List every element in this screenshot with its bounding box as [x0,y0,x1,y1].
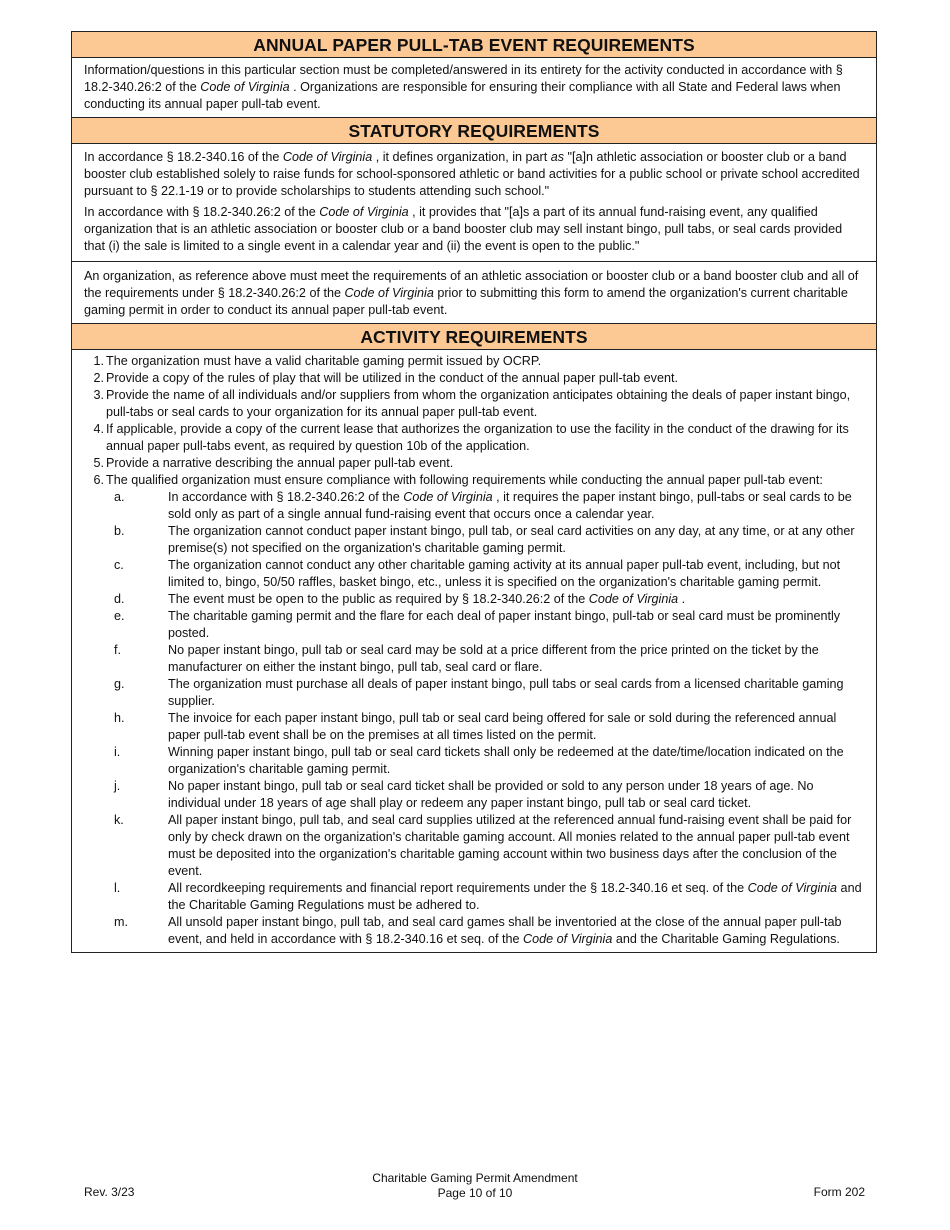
requirement-subitem [82,744,868,778]
subitem-letter: h. [114,711,125,725]
text-run: In accordance with § 18.2-340.26:2 of the [84,205,320,219]
text-run: No paper instant bingo, pull tab or seal card may be sold at a price different from the price printed on the ticket by the manufacturer on either the instant bingo, pull tab, seal card or flare. [168,643,819,674]
footer-center [0,1171,950,1201]
subitem-text [158,591,868,608]
activity-items [82,353,868,489]
subitem-text [158,557,868,591]
form-title: Charitable Gaming Permit Amendment [372,1171,578,1185]
intro-paragraph [72,58,876,117]
revision-label: Rev. 3/23 [84,1185,135,1199]
activity-item [82,370,868,387]
item-number: 6. [93,473,104,487]
item-text [104,472,868,489]
item-number: 4. [93,422,104,436]
text-run: Winning paper instant bingo, pull tab or seal card tickets shall only be redeemed at the date/time/location indicated on the organization's charitable gaming permit. [168,745,844,776]
text-run: The charitable gaming permit and the flare for each deal of paper instant bingo, pull-tab or seal card must be prominently posted. [168,609,841,640]
subitem-text [158,523,868,557]
text-run: Provide a narrative describing the annual paper pull-tab event. [106,456,454,470]
requirement-subitem [82,642,868,676]
text-run: Provide a copy of the rules of play that will be utilized in the conduct of the annual paper pull-tab event. [106,371,678,385]
code-reference: Code of Virginia [344,286,434,300]
activity-item [82,353,868,370]
activity-item [82,455,868,472]
code-reference: Code of Virginia [588,592,679,606]
subitem-letter: l. [114,881,121,895]
requirement-subitem [82,489,868,523]
code-reference: Code of Virginia [319,205,409,219]
text-run: In accordance § 18.2-340.16 of the [84,150,283,164]
item-number: 3. [93,388,104,402]
subitem-text [158,812,868,880]
text-run: . Organizations are responsible for ensuring their compliance with all State and Federal laws when conducting its annual paper pull-tab event. [84,80,841,111]
text-run: . [678,592,686,606]
subitem-letter: g. [114,677,125,691]
subitem-text [158,489,868,523]
page-number: Page 10 of 10 [437,1186,513,1200]
subitem-letter: b. [114,524,125,538]
requirement-subitem [82,812,868,880]
item-text [104,421,868,455]
subitem-letter: k. [114,813,124,827]
requirement-subitem [82,778,868,812]
subitem-letter: j. [114,779,121,793]
intro-section [72,58,876,118]
text-run: If applicable, provide a copy of the current lease that authorizes the organization to use the facility in the conduct of the drawing for its annual paper pull-tabs event, as required by question 10b of the application. [106,422,849,453]
item-number: 5. [93,456,104,470]
text-run: The qualified organization must ensure compliance with following requirements while conducting the annual paper pull-tab event: [106,473,823,487]
requirement-subitem [82,710,868,744]
subitem-letter: i. [114,745,121,759]
text-run: All recordkeeping requirements and financial report requirements under the § 18.2-340.16 et seq. of the [168,881,748,895]
text-run: All unsold paper instant bingo, pull tab, and seal card games shall be inventoried at the close of the annual paper pull-tab event, and held in accordance with § 18.2-340.16 et seq. of the [168,915,842,946]
item-number: 1. [93,354,104,368]
activity-item [82,472,868,489]
subitem-text [158,608,868,642]
subitem-letter: f. [114,643,121,657]
text-run: An organization, as reference above must meet the requirements of an athletic association or booster club or a band booster club and all of the requirements under § 18.2-340.26:2 of the [84,269,859,300]
text-run: All paper instant bingo, pull tab, and seal card supplies utilized at the referenced annual fund-raising event shall be paid for only by check drawn on the organization's charitable gaming account. All monies related to the annual paper pull-tab event must be deposited into the organization's charitable gaming account within two business days after the conclusion of the event. [168,813,852,878]
text-run: prior to submitting this form to amend the organization's current charitable gaming permit in order to conduct its annual paper pull-tab event. [84,286,848,317]
requirement-subitem [82,523,868,557]
statutory-paragraph-2 [72,200,876,261]
activity-item [82,421,868,455]
text-run: and the Charitable Gaming Regulations. [612,932,840,946]
text-run: , it requires the paper instant bingo, pull-tabs or seal cards to be sold only as part of a single annual fund-raising event that occurs once a calendar year. [168,490,852,521]
text-run: The invoice for each paper instant bingo, pull tab or seal card being offered for sale or sold during the referenced annual paper pull-tab event shall be on the premises at all times listed on the permit. [168,711,837,742]
text-run: Provide the name of all individuals and/or suppliers from whom the organization anticipates obtaining the deals of paper instant bingo, pull-tabs or seal cards to your organization for its annual paper pull-tab event. [106,388,851,419]
text-run: The organization must purchase all deals of paper instant bingo, pull tabs or seal cards from a licensed charitable gaming supplier. [168,677,844,708]
code-reference: Code of Virginia [403,490,493,504]
form-number: Form 202 [813,1185,865,1199]
section-header-statutory: STATUTORY REQUIREMENTS [72,118,876,144]
item-text [104,455,868,472]
subitem-letter: m. [114,915,128,929]
text-run: In accordance with § 18.2-340.26:2 of the [168,490,404,504]
text-run: No paper instant bingo, pull tab or seal card ticket shall be provided or sold to any person under 18 years of age. No individual under 18 years of age shall play or redeem any paper instant bingo, pull tab or seal card ticket. [168,779,814,810]
subitem-letter: e. [114,609,125,623]
statutory-paragraph-1 [72,144,876,200]
item-text [104,370,868,387]
text-run: Information/questions in this particular section must be completed/answered in its entirety for the activity conducted in accordance with § 18.2-340.26:2 of the [84,63,843,94]
activity-subitems [82,489,868,948]
item-text [104,353,868,370]
requirement-subitem [82,557,868,591]
subitem-text [158,744,868,778]
subitem-letter: d. [114,592,125,606]
text-run: The organization cannot conduct paper instant bingo, pull tab, or seal card activities on any day, at any time, or at any other premise(s) not specified on the organization's charitable gaming permit. [168,524,855,555]
code-reference: Code of Virginia [282,150,373,164]
organization-paragraph [72,262,876,323]
text-run: , it provides that "[a]s a part of its annual fund-raising event, any qualified organization that is an athletic association or booster club or a band booster club may sell instant bingo, pull tabs, or seal cards provided that (i) the sale is limited to a single event in a calendar year and (ii) the event is open to the public." [84,205,843,253]
requirement-subitem [82,591,868,608]
text-run: "[a]n athletic association or booster club or a band booster club established solely to raise funds for school-sponsored athletic or band activities for a public school or private school accredited pursuant to § 22.1-19 or to provide scholarships to students attending such school." [84,150,860,198]
requirements-form [71,31,877,953]
section-header-annual: ANNUAL PAPER PULL-TAB EVENT REQUIREMENTS [72,32,876,58]
requirement-subitem [82,914,868,948]
organization-section [72,262,876,324]
text-run: , it defines organization, in part [372,150,551,164]
subitem-text [158,642,868,676]
text-run: The organization cannot conduct any other charitable gaming activity at its annual paper pull-tab event, including, but not limited to, bingo, 50/50 raffles, basket bingo, etc., unless it is specified on the organization's charitable gaming permit. [168,558,841,589]
requirement-subitem [82,880,868,914]
subitem-text [158,914,868,948]
text-run: The event must be open to the public as required by § 18.2-340.26:2 of the [168,592,589,606]
requirement-subitem [82,676,868,710]
subitem-text [158,676,868,710]
item-number: 2. [93,371,104,385]
code-reference: Code of Virginia [200,80,290,94]
subitem-text [158,710,868,744]
section-header-activity: ACTIVITY REQUIREMENTS [72,324,876,350]
code-reference: Code of Virginia [747,881,838,895]
subitem-letter: c. [114,558,124,572]
code-reference: Code of Virginia [522,932,613,946]
subitem-text [158,880,868,914]
text-run: The organization must have a valid charitable gaming permit issued by OCRP. [106,354,542,368]
item-text [104,387,868,421]
statutory-section [72,144,876,262]
activity-requirements-list [72,350,876,952]
subitem-text [158,778,868,812]
requirement-subitem [82,608,868,642]
text-run: and the Charitable Gaming Regulations must be adhered to. [168,881,862,912]
subitem-letter: a. [114,490,125,504]
code-reference: as [550,150,565,164]
activity-item [82,387,868,421]
